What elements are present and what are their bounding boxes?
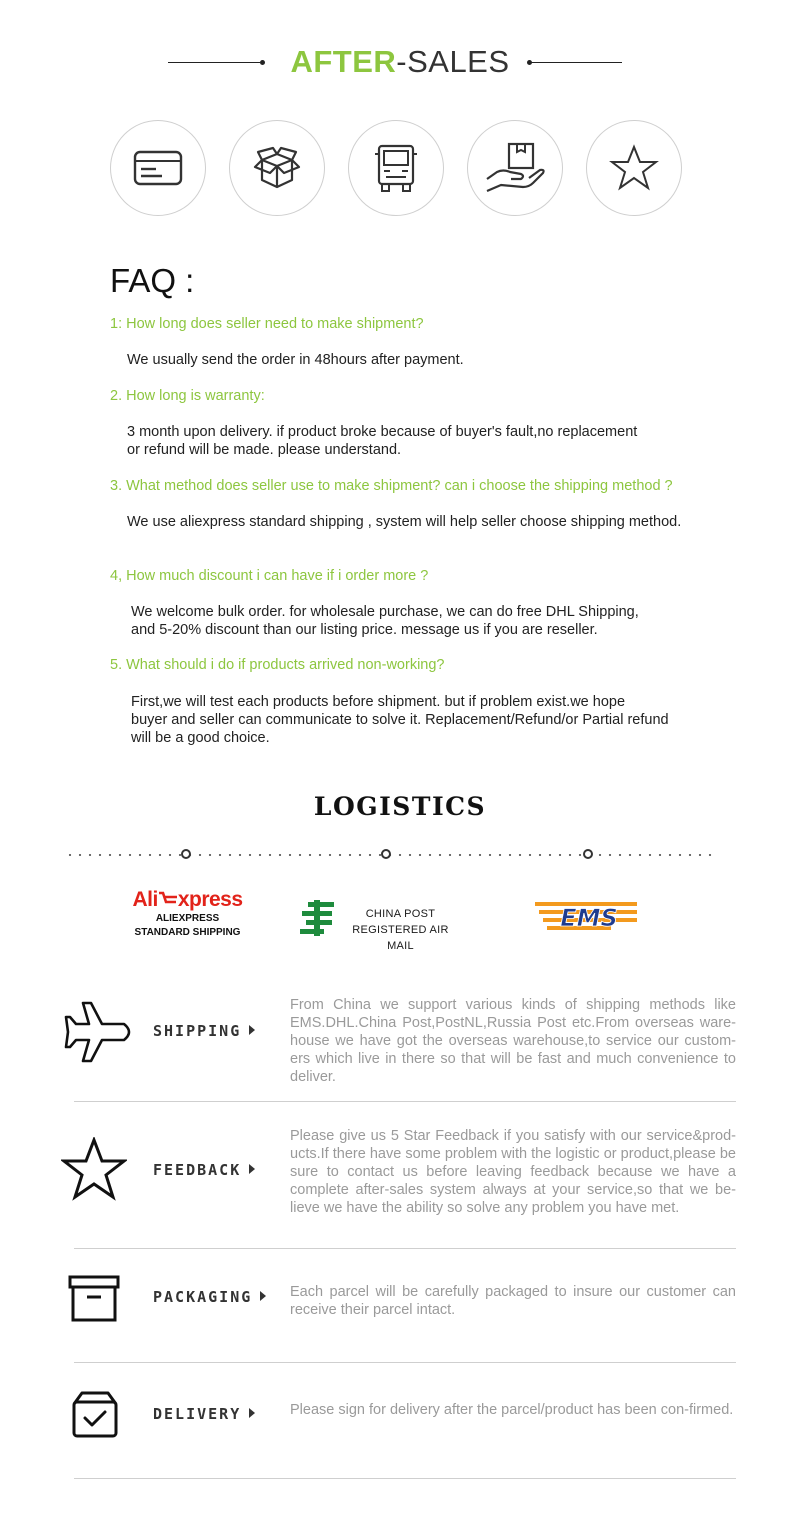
star-circle (586, 120, 682, 216)
hand-box-icon (483, 141, 547, 195)
caret-right-icon (260, 1291, 266, 1301)
china-post-line-1: CHINA POST (365, 908, 436, 920)
divider-ring-3 (583, 849, 593, 859)
faq-answer-4-line-1: We welcome bulk order. for wholesale purchase, we can do free DHL Shipping, (131, 604, 639, 620)
delivery-label-text: DELIVERY (153, 1405, 242, 1423)
truck-circle (348, 120, 444, 216)
caret-right-icon (249, 1025, 255, 1035)
faq-answer-5-line-1: First,we will test each products before shipment. but if problem exist.we hope (131, 694, 626, 710)
aliexpress-wordmark (110, 888, 265, 912)
divider-ring-2 (381, 849, 391, 859)
separator-1 (74, 1101, 736, 1102)
china-post-text (338, 906, 463, 954)
divider-ring-1 (181, 849, 191, 859)
faq-question-5: 5. What should i do if products arrived non-working? (110, 657, 445, 673)
delivery-text: Please sign for delivery after the parcel/product has been con-firmed. (290, 1402, 734, 1418)
package-box-icon (68, 1274, 122, 1324)
open-box-circle (229, 120, 325, 216)
faq-answer-5-line-3: will be a good choice. (131, 730, 270, 746)
faq-answer-3-line-1: We use aliexpress standard shipping , system will help seller choose shipping method. (127, 514, 682, 530)
china-post-line-2: REGISTERED AIR MAIL (352, 924, 449, 952)
faq-question-2: 2. How long is warranty: (110, 388, 265, 404)
china-post-emblem-icon (298, 898, 338, 938)
after-sales-title (0, 44, 800, 80)
faq-answer-5 (131, 693, 669, 747)
faq-question-3: 3. What method does seller use to make shipment? can i choose the shipping method ? (110, 478, 673, 494)
open-box-icon (252, 146, 302, 190)
credit-card-circle (110, 120, 206, 216)
truck-icon (374, 142, 418, 194)
logistics-title: LOGISTICS (313, 792, 487, 821)
delivery-label (153, 1405, 255, 1423)
feedback-label-text: FEEDBACK (153, 1161, 242, 1179)
feedback-text: Please give us 5 Star Feedback if you satisfy with our service&prod-ucts.If there have some problem with the logistic or product,please be sure to contact us before leaving feedback because we have a complete after-sales system always at your service,so that we be-lieve we have the ability so solve any problem you have met. (290, 1128, 736, 1216)
feedback-star-icon (61, 1137, 127, 1201)
title-rule-right (530, 62, 622, 63)
packaging-label (153, 1288, 266, 1306)
shipping-label-text: SHIPPING (153, 1022, 242, 1040)
caret-right-icon (249, 1164, 255, 1174)
separator-4 (74, 1478, 736, 1479)
aliexpress-cart-icon (158, 891, 178, 907)
credit-card-icon (132, 148, 184, 188)
faq-question-1: 1: How long does seller need to make shipment? (110, 316, 424, 332)
aliexpress-line-2: STANDARD SHIPPING (134, 927, 241, 938)
faq-answer-4 (131, 603, 639, 639)
faq-answer-1-line-1: We usually send the order in 48hours after payment. (127, 352, 464, 368)
faq-answer-2-line-2: or refund will be made. please understand. (127, 442, 402, 458)
faq-question-4: 4, How much discount i can have if i order more ? (110, 568, 429, 584)
packaging-label-text: PACKAGING (153, 1288, 253, 1306)
hand-box-circle (467, 120, 563, 216)
aliexpress-line-1: ALIEXPRESS (155, 913, 220, 924)
packaging-text: Each parcel will be carefully packaged to insure our customer can receive their parcel intact. (290, 1284, 736, 1318)
airplane-icon (64, 1000, 134, 1064)
faq-answer-1 (127, 351, 464, 369)
ems-logo-text: EMS (560, 904, 618, 932)
aliexpress-brand-ali: Ali (132, 888, 158, 911)
faq-answer-4-line-2: and 5-20% discount than our listing price. message us if you are reseller. (131, 622, 598, 638)
ems-logo (535, 898, 637, 934)
title-rest: -SALES (396, 44, 510, 79)
aliexpress-brand-xpress: xpress (177, 888, 243, 911)
shipping-label (153, 1022, 255, 1040)
separator-2 (74, 1248, 736, 1249)
faq-answer-5-line-2: buyer and seller can communicate to solve it. Replacement/Refund/or Partial refund (131, 712, 669, 728)
star-icon (609, 144, 659, 192)
faq-answer-3 (127, 513, 681, 531)
faq-title: FAQ : (110, 262, 195, 299)
delivery-check-icon (70, 1390, 120, 1440)
title-accent: AFTER (290, 44, 397, 79)
faq-answer-2 (127, 423, 637, 459)
aliexpress-logo (110, 888, 265, 948)
shipping-text: From China we support various kinds of shipping methods like EMS.DHL.China Post,PostNL,Russia Post etc.From overseas ware-house we have got the overseas warehouse,to service our custom-ers which live in there so that will be fast and much convenience to deliver. (290, 997, 736, 1085)
caret-right-icon (249, 1408, 255, 1418)
faq-answer-2-line-1: 3 month upon delivery. if product broke because of buyer's fault,no replacement (127, 424, 638, 440)
separator-3 (74, 1362, 736, 1363)
feedback-label (153, 1161, 255, 1179)
